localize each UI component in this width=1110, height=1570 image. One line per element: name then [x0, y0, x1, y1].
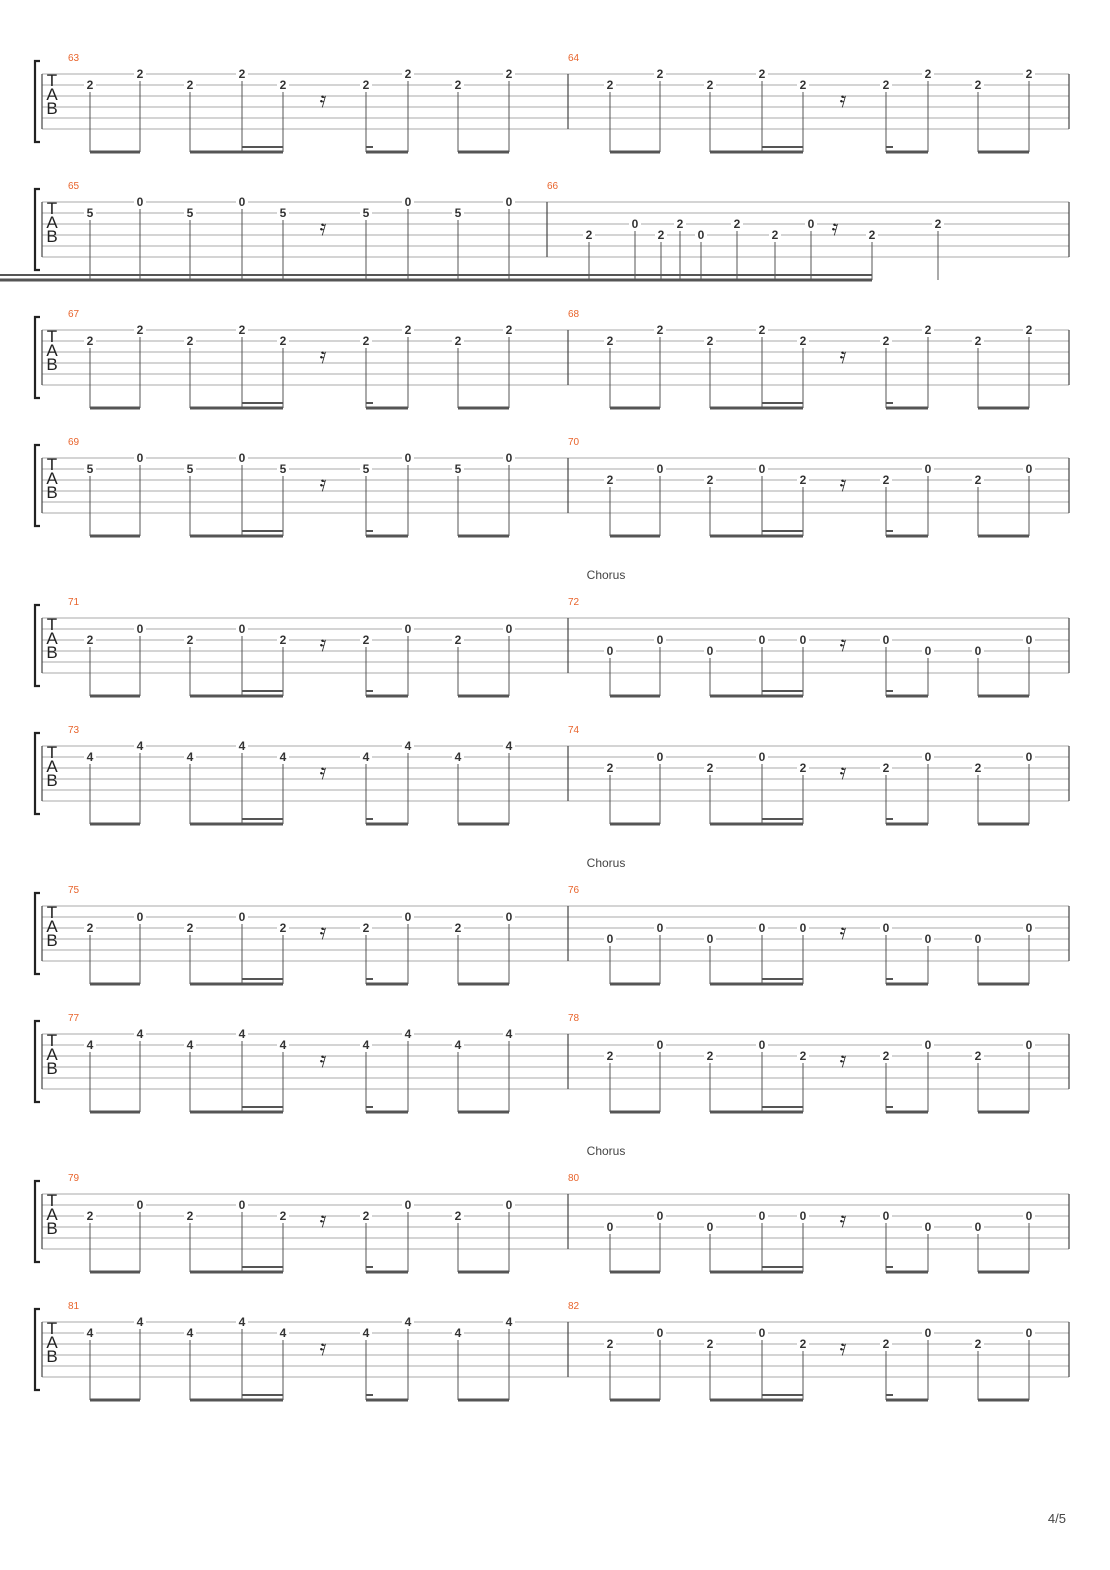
tab-system	[35, 1013, 1069, 1112]
fret-number: 0	[238, 1198, 246, 1212]
measure-number: 75	[68, 885, 80, 896]
fret-number: 0	[758, 462, 766, 476]
fret-number: 2	[974, 761, 982, 775]
fret-number: 0	[924, 1220, 932, 1234]
fret-number: 0	[1025, 1038, 1033, 1052]
fret-number: 0	[505, 451, 513, 465]
sixteenth-rest: 𝄿	[839, 472, 847, 497]
fret-number: 5	[279, 462, 287, 476]
fret-number: 2	[606, 1049, 614, 1063]
fret-number: 0	[924, 932, 932, 946]
fret-number: 4	[86, 750, 94, 764]
fret-number: 2	[505, 67, 513, 81]
fret-number: 2	[1025, 323, 1033, 337]
fret-number: 4	[238, 1315, 246, 1329]
fret-number: 4	[362, 1326, 370, 1340]
fret-number: 5	[454, 206, 462, 220]
fret-number: 2	[279, 334, 287, 348]
fret-number: 2	[706, 78, 714, 92]
fret-number: 2	[454, 78, 462, 92]
fret-number: 2	[136, 323, 144, 337]
section-label: Chorus	[586, 1144, 626, 1158]
fret-number: 4	[238, 739, 246, 753]
fret-number: 2	[974, 1337, 982, 1351]
tab-clef-letter: T	[46, 615, 58, 634]
fret-number: 4	[362, 750, 370, 764]
tab-clef-letter: B	[46, 1059, 58, 1078]
fret-number: 2	[606, 1337, 614, 1351]
tab-clef-letter: A	[46, 85, 58, 104]
fret-number: 2	[882, 473, 890, 487]
fret-number: 2	[974, 1049, 982, 1063]
fret-number: 0	[505, 195, 513, 209]
fret-number: 0	[656, 1038, 664, 1052]
tab-system	[35, 309, 1069, 408]
fret-number: 2	[279, 1209, 287, 1223]
sixteenth-rest: 𝄿	[839, 1208, 847, 1233]
fret-number: 0	[656, 1326, 664, 1340]
fret-number: 4	[86, 1326, 94, 1340]
fret-number: 0	[1025, 750, 1033, 764]
tab-clef-letter: B	[46, 643, 58, 662]
fret-number: 2	[799, 1049, 807, 1063]
fret-number: 2	[771, 228, 779, 242]
fret-number: 2	[362, 334, 370, 348]
sixteenth-rest: 𝄿	[839, 1336, 847, 1361]
fret-number: 0	[924, 1038, 932, 1052]
fret-number: 4	[86, 1038, 94, 1052]
fret-number: 4	[186, 1326, 194, 1340]
fret-number: 0	[238, 622, 246, 636]
fret-number: 4	[238, 1027, 246, 1041]
tab-system	[35, 1301, 1069, 1400]
fret-number: 0	[238, 451, 246, 465]
fret-number: 0	[924, 462, 932, 476]
measure-number: 81	[68, 1301, 80, 1312]
sixteenth-rest: 𝄿	[839, 88, 847, 113]
tab-clef-letter: T	[46, 71, 58, 90]
measure-number: 80	[568, 1173, 580, 1184]
fret-number: 0	[882, 921, 890, 935]
fret-number: 4	[279, 1326, 287, 1340]
fret-number: 0	[404, 910, 412, 924]
fret-number: 0	[697, 228, 705, 242]
fret-number: 0	[807, 217, 815, 231]
tab-clef-letter: T	[46, 455, 58, 474]
fret-number: 2	[86, 78, 94, 92]
fret-number: 0	[706, 932, 714, 946]
fret-number: 0	[924, 644, 932, 658]
fret-number: 0	[136, 910, 144, 924]
fret-number: 4	[505, 1315, 513, 1329]
fret-number: 2	[186, 1209, 194, 1223]
fret-number: 2	[882, 1337, 890, 1351]
sixteenth-rest: 𝄿	[839, 632, 847, 657]
fret-number: 4	[454, 1038, 462, 1052]
fret-number: 2	[404, 67, 412, 81]
fret-number: 0	[656, 462, 664, 476]
fret-number: 5	[86, 206, 94, 220]
fret-number: 0	[136, 451, 144, 465]
fret-number: 0	[656, 750, 664, 764]
measure-number: 72	[568, 597, 580, 608]
fret-number: 0	[404, 1198, 412, 1212]
fret-number: 2	[606, 334, 614, 348]
fret-number: 2	[868, 228, 876, 242]
measure-number: 71	[68, 597, 80, 608]
fret-number: 0	[758, 1038, 766, 1052]
fret-number: 2	[238, 67, 246, 81]
measure-number: 76	[568, 885, 580, 896]
fret-number: 2	[974, 334, 982, 348]
tab-clef-letter: T	[46, 327, 58, 346]
tab-clef-letter: A	[46, 1333, 58, 1352]
sixteenth-rest: 𝄿	[319, 920, 327, 945]
fret-number: 0	[974, 1220, 982, 1234]
fret-number: 5	[186, 206, 194, 220]
fret-number: 0	[505, 1198, 513, 1212]
fret-number: 0	[799, 921, 807, 935]
fret-number: 4	[404, 1315, 412, 1329]
system-bracket	[35, 317, 40, 398]
fret-number: 0	[404, 451, 412, 465]
sixteenth-rest: 𝄿	[839, 1048, 847, 1073]
fret-number: 4	[279, 750, 287, 764]
sixteenth-rest: 𝄿	[319, 344, 327, 369]
tab-system	[35, 856, 1069, 984]
fret-number: 2	[733, 217, 741, 231]
fret-number: 2	[279, 78, 287, 92]
fret-number: 4	[454, 1326, 462, 1340]
measure-number: 70	[568, 437, 580, 448]
measure-number: 68	[568, 309, 580, 320]
measure-number: 65	[68, 181, 80, 192]
fret-number: 2	[799, 473, 807, 487]
fret-number: 4	[362, 1038, 370, 1052]
fret-number: 0	[758, 750, 766, 764]
fret-number: 2	[86, 921, 94, 935]
fret-number: 2	[882, 1049, 890, 1063]
sixteenth-rest: 𝄿	[839, 344, 847, 369]
tab-system	[35, 568, 1069, 696]
fret-number: 4	[136, 739, 144, 753]
fret-number: 2	[758, 323, 766, 337]
fret-number: 2	[882, 78, 890, 92]
fret-number: 2	[1025, 67, 1033, 81]
fret-number: 2	[362, 921, 370, 935]
fret-number: 4	[454, 750, 462, 764]
fret-number: 2	[186, 78, 194, 92]
measure-number: 69	[68, 437, 80, 448]
fret-number: 5	[279, 206, 287, 220]
fret-number: 0	[404, 195, 412, 209]
fret-number: 2	[706, 334, 714, 348]
section-label: Chorus	[586, 856, 626, 870]
system-bracket	[35, 1021, 40, 1102]
fret-number: 0	[404, 622, 412, 636]
fret-number: 0	[758, 633, 766, 647]
tab-clef-letter: A	[46, 213, 58, 232]
tab-clef-letter: A	[46, 629, 58, 648]
fret-number: 2	[454, 921, 462, 935]
fret-number: 0	[1025, 1209, 1033, 1223]
section-label: Chorus	[586, 568, 626, 582]
measure-number: 64	[568, 53, 580, 64]
fret-number: 0	[136, 195, 144, 209]
fret-number: 2	[186, 334, 194, 348]
system-bracket	[35, 61, 40, 142]
fret-number: 2	[706, 1337, 714, 1351]
fret-number: 2	[706, 761, 714, 775]
fret-number: 5	[186, 462, 194, 476]
fret-number: 2	[279, 921, 287, 935]
tab-system	[35, 1144, 1069, 1272]
sixteenth-rest: 𝄿	[839, 760, 847, 785]
tab-clef-letter: T	[46, 1191, 58, 1210]
measure-number: 66	[547, 181, 559, 192]
fret-number: 2	[799, 78, 807, 92]
fret-number: 2	[934, 217, 942, 231]
fret-number: 0	[505, 622, 513, 636]
measure-number: 78	[568, 1013, 580, 1024]
tab-system	[35, 725, 1069, 824]
tab-system	[0, 181, 1069, 280]
fret-number: 4	[404, 1027, 412, 1041]
tab-clef-letter: A	[46, 341, 58, 360]
fret-number: 0	[238, 195, 246, 209]
fret-number: 0	[1025, 1326, 1033, 1340]
fret-number: 4	[404, 739, 412, 753]
fret-number: 2	[606, 761, 614, 775]
fret-number: 2	[706, 1049, 714, 1063]
sixteenth-rest: 𝄿	[319, 1208, 327, 1233]
sixteenth-rest: 𝄿	[319, 1336, 327, 1361]
tab-clef-letter: B	[46, 227, 58, 246]
tab-system	[35, 437, 1069, 536]
page-number: 4/5	[1047, 1511, 1066, 1526]
fret-number: 2	[454, 334, 462, 348]
fret-number: 2	[86, 334, 94, 348]
fret-number: 0	[238, 910, 246, 924]
fret-number: 2	[86, 633, 94, 647]
fret-number: 4	[505, 739, 513, 753]
fret-number: 0	[799, 633, 807, 647]
fret-number: 2	[279, 633, 287, 647]
fret-number: 4	[136, 1027, 144, 1041]
tab-clef-letter: A	[46, 1045, 58, 1064]
measure-number: 82	[568, 1301, 580, 1312]
fret-number: 0	[974, 932, 982, 946]
fret-number: 2	[924, 323, 932, 337]
fret-number: 2	[657, 228, 665, 242]
fret-number: 0	[1025, 921, 1033, 935]
tab-clef-letter: A	[46, 757, 58, 776]
system-bracket	[35, 733, 40, 814]
fret-number: 0	[631, 217, 639, 231]
tab-clef-letter: B	[46, 771, 58, 790]
fret-number: 0	[656, 1209, 664, 1223]
fret-number: 0	[758, 1209, 766, 1223]
tab-clef-letter: T	[46, 1031, 58, 1050]
fret-number: 2	[882, 334, 890, 348]
fret-number: 0	[136, 622, 144, 636]
fret-number: 5	[86, 462, 94, 476]
fret-number: 2	[656, 323, 664, 337]
fret-number: 0	[882, 633, 890, 647]
fret-number: 2	[505, 323, 513, 337]
fret-number: 2	[882, 761, 890, 775]
fret-number: 0	[606, 644, 614, 658]
sixteenth-rest: 𝄿	[831, 216, 839, 241]
fret-number: 2	[186, 633, 194, 647]
fret-number: 0	[974, 644, 982, 658]
fret-number: 0	[606, 932, 614, 946]
tab-clef-letter: B	[46, 483, 58, 502]
fret-number: 0	[924, 750, 932, 764]
system-bracket	[35, 893, 40, 974]
fret-number: 2	[656, 67, 664, 81]
fret-number: 5	[454, 462, 462, 476]
fret-number: 2	[585, 228, 593, 242]
measure-number: 63	[68, 53, 80, 64]
tab-clef-letter: T	[46, 903, 58, 922]
measure-number: 74	[568, 725, 580, 736]
measure-number: 79	[68, 1173, 80, 1184]
tab-clef-letter: A	[46, 1205, 58, 1224]
fret-number: 2	[799, 761, 807, 775]
fret-number: 4	[136, 1315, 144, 1329]
fret-number: 2	[454, 1209, 462, 1223]
fret-number: 2	[362, 1209, 370, 1223]
sixteenth-rest: 𝄿	[839, 920, 847, 945]
fret-number: 4	[279, 1038, 287, 1052]
fret-number: 2	[86, 1209, 94, 1223]
fret-number: 4	[186, 1038, 194, 1052]
fret-number: 5	[362, 206, 370, 220]
fret-number: 2	[799, 334, 807, 348]
fret-number: 2	[606, 78, 614, 92]
fret-number: 0	[706, 644, 714, 658]
fret-number: 2	[186, 921, 194, 935]
fret-number: 2	[974, 473, 982, 487]
fret-number: 2	[136, 67, 144, 81]
fret-number: 2	[404, 323, 412, 337]
measure-number: 77	[68, 1013, 80, 1024]
tab-clef-letter: B	[46, 1219, 58, 1238]
measure-number: 73	[68, 725, 80, 736]
tab-clef-letter: A	[46, 469, 58, 488]
fret-number: 2	[924, 67, 932, 81]
fret-number: 0	[136, 1198, 144, 1212]
fret-number: 0	[505, 910, 513, 924]
fret-number: 2	[454, 633, 462, 647]
sixteenth-rest: 𝄿	[319, 88, 327, 113]
system-bracket	[35, 605, 40, 686]
fret-number: 2	[758, 67, 766, 81]
tab-clef-letter: B	[46, 355, 58, 374]
fret-number: 5	[362, 462, 370, 476]
fret-number: 0	[1025, 633, 1033, 647]
tab-clef-letter: T	[46, 1319, 58, 1338]
system-bracket	[35, 1181, 40, 1262]
fret-number: 2	[362, 633, 370, 647]
fret-number: 0	[656, 633, 664, 647]
fret-number: 0	[924, 1326, 932, 1340]
sixteenth-rest: 𝄿	[319, 472, 327, 497]
tab-clef-letter: B	[46, 931, 58, 950]
system-bracket	[35, 189, 40, 270]
fret-number: 0	[758, 921, 766, 935]
sixteenth-rest: 𝄿	[319, 1048, 327, 1073]
fret-number: 2	[238, 323, 246, 337]
fret-number: 2	[799, 1337, 807, 1351]
fret-number: 0	[758, 1326, 766, 1340]
sixteenth-rest: 𝄿	[319, 216, 327, 241]
tab-clef-letter: B	[46, 1347, 58, 1366]
fret-number: 2	[974, 78, 982, 92]
tab-system	[35, 53, 1069, 152]
fret-number: 0	[799, 1209, 807, 1223]
measure-number: 67	[68, 309, 80, 320]
tab-clef-letter: T	[46, 199, 58, 218]
system-bracket	[35, 1309, 40, 1390]
fret-number: 0	[606, 1220, 614, 1234]
tab-clef-letter: T	[46, 743, 58, 762]
tab-clef-letter: A	[46, 917, 58, 936]
sixteenth-rest: 𝄿	[319, 760, 327, 785]
fret-number: 4	[505, 1027, 513, 1041]
system-bracket	[35, 445, 40, 526]
fret-number: 2	[676, 217, 684, 231]
fret-number: 0	[882, 1209, 890, 1223]
fret-number: 0	[706, 1220, 714, 1234]
sixteenth-rest: 𝄿	[319, 632, 327, 657]
fret-number: 2	[706, 473, 714, 487]
fret-number: 2	[362, 78, 370, 92]
tab-clef-letter: B	[46, 99, 58, 118]
fret-number: 4	[186, 750, 194, 764]
fret-number: 0	[656, 921, 664, 935]
fret-number: 0	[1025, 462, 1033, 476]
fret-number: 2	[606, 473, 614, 487]
